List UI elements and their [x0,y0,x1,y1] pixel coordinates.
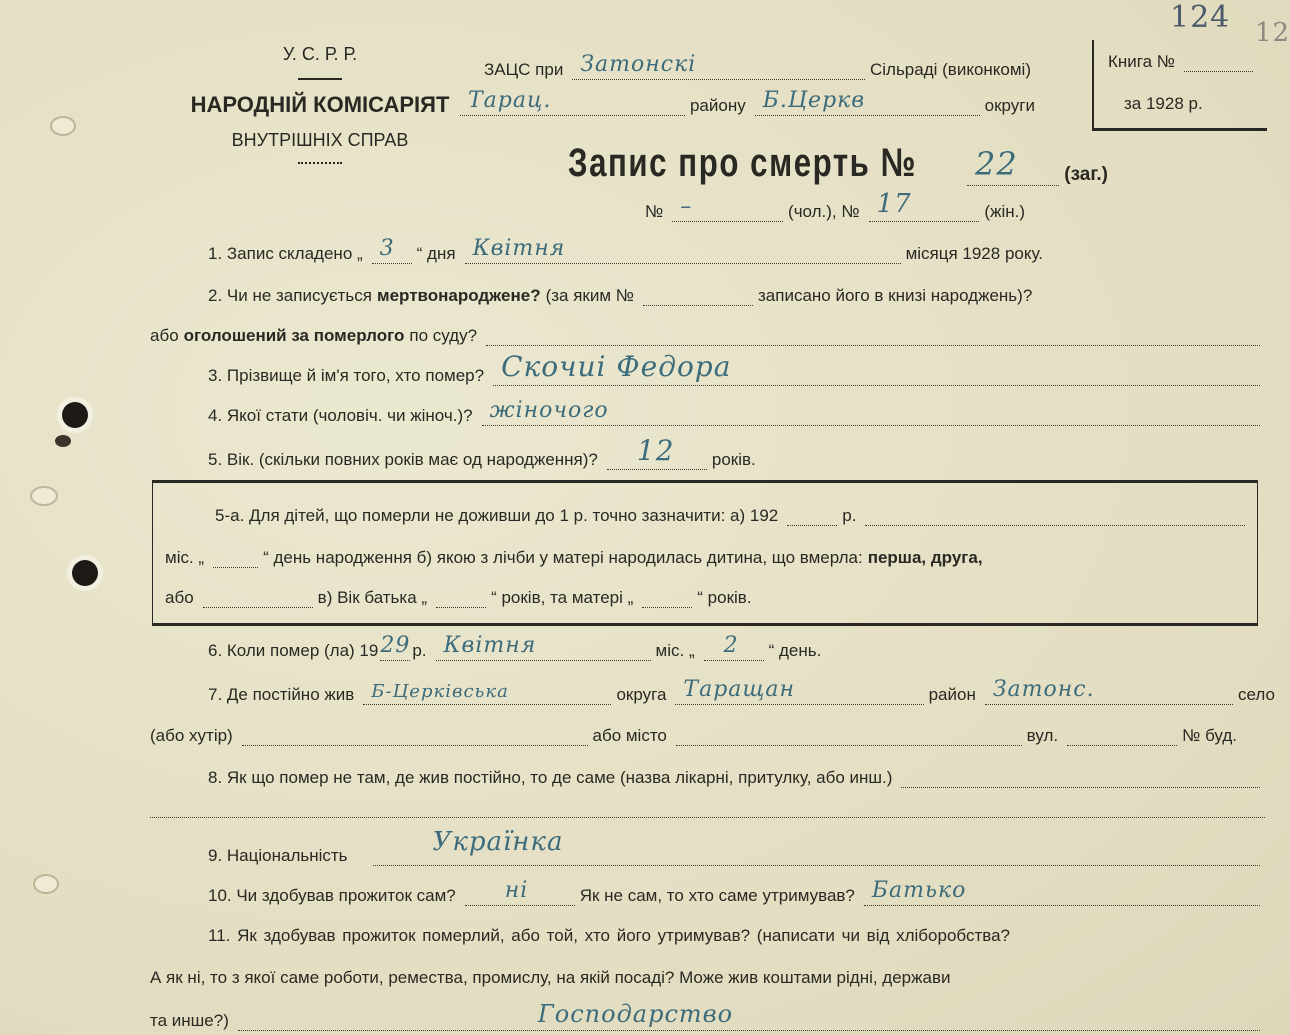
sex-value: жіночого [489,398,609,423]
death-place-field-2[interactable] [150,793,1265,818]
father-age-field[interactable] [436,583,486,608]
birth-order-field[interactable] [203,583,313,608]
self-support-field[interactable] [465,878,575,906]
item-10 [208,880,1265,906]
paper-spot [55,435,71,447]
infant-year-field[interactable] [787,501,837,526]
item-label: 8. Як що помер не там, де жив постійно, то де саме (назва лікарні, притулку, або инш.) [208,768,893,787]
item-label: місяця 1928 року. [905,244,1043,263]
item-3 [208,350,1265,386]
item-label: (за яким № [545,286,634,305]
female-label: (жін.) [984,202,1025,221]
item-label: 4. Якої стати (чоловіч. чи жіноч.)? [208,406,473,425]
paper-spot [52,118,74,134]
item-label: міс. „ [655,641,695,660]
residence-raion-field[interactable] [675,677,923,705]
item-9 [208,827,1265,866]
item-7 [208,679,1280,705]
nationality-field[interactable] [373,827,1260,866]
mother-age-field[interactable] [642,583,692,608]
item-label: район [928,685,976,704]
death-year: 29 [380,633,411,658]
item-label: Як не сам, то хто саме утримував? [579,886,855,905]
item-label: 5-а. Для дітей, що померли не доживши до 1 р. точно зазначити: а) 192 [215,506,779,525]
item-label: записано його в книзі народжень)? [758,286,1033,305]
item-label: № буд. [1182,726,1238,745]
item-5a-line2 [165,542,1250,568]
age-value: 12 [636,434,675,467]
item-8 [208,762,1265,788]
okruha-field[interactable] [755,88,980,116]
infant-month-field[interactable] [213,543,258,568]
item-11-line2: А як ні, то з якої саме роботи, ремества, промислу, на якій посаді? Може жив коштами рідні, держави [150,968,951,987]
self-support-value: ні [504,878,529,903]
death-place-field[interactable] [901,763,1260,788]
zags-prefix: ЗАЦС при [484,60,564,79]
item-6 [208,635,928,661]
day-field[interactable] [372,236,412,264]
month-value: Квітня [472,236,566,261]
archive-number: 124 [1170,0,1231,35]
item-5a [215,500,1250,526]
item-label: 1. Запис складено „ [208,244,363,263]
item-label: 5. Вік. (скільки повних років має од народження)? [208,450,598,469]
item-label: р. [412,641,427,660]
death-year-field[interactable] [380,633,411,661]
book-box [1092,40,1267,131]
street-field[interactable] [1067,721,1177,746]
okruha-value: Б.Церкв [762,88,866,113]
book-year: за 1928 р. [1124,94,1203,113]
supporter-field[interactable] [864,878,1260,906]
item-label-bold: оголошений за померлого [183,326,405,345]
raion-label: району [689,96,746,115]
record-number: 22 [975,145,1018,183]
male-number: – [680,194,693,219]
death-month-field[interactable] [436,633,651,661]
item-label-bold: мертвонароджене? [377,286,541,305]
title-row [568,140,1113,186]
item-8-line2 [150,792,1265,818]
item-label: округа [616,685,667,704]
item-label: 3. Прізвище й ім'я того, хто помер? [208,366,485,385]
item-11-line3 [150,1000,1265,1031]
item-label: років. [711,450,756,469]
item-label: 7. Де постійно жив [208,685,355,704]
village-value: Затонскі [580,52,697,77]
item-label: 6. Коли помер (ла) 19 [208,641,379,660]
hamlet-field[interactable] [242,721,588,746]
court-field[interactable] [486,321,1260,346]
nationality-value: Українка [432,827,564,857]
item-label: (або хутір) [150,726,233,745]
item-label: в) Вік батька „ [317,588,428,607]
archive-number: 12 [1255,18,1290,48]
residence-okruha: Б-Церківська [371,681,509,702]
subnumber-row [645,189,1030,222]
raion-field[interactable] [460,88,685,116]
raion-row [460,90,1040,116]
okruha-label: округи [984,96,1036,115]
residence-village: Затонс. [992,677,1095,702]
divider [298,162,342,164]
female-number: 17 [876,189,912,219]
punch-hole [62,402,88,428]
female-number-field[interactable] [869,189,980,222]
raion-value: Тарац. [468,88,552,113]
item-label: вул. [1026,726,1059,745]
item-label: та инше?) [150,1011,229,1030]
item-label: 2. Чи не записується [208,286,372,305]
month-field[interactable] [465,236,901,264]
birth-number-field[interactable] [643,281,753,306]
item-1 [208,238,1048,264]
age-field[interactable] [607,434,707,470]
item-5a-line3 [165,582,885,608]
residence-village-field[interactable] [985,677,1233,705]
item-label: “ дня [416,244,456,263]
item-label: “ день народження б) якою з лічби у матері народилась дитина, що вмерла: [263,548,863,567]
book-label: Книга № [1108,52,1176,71]
paper-spot [32,488,56,504]
infant-extra-field[interactable] [865,501,1245,526]
divider [298,78,342,80]
item-label: 9. Національність [208,846,348,865]
item-label: 10. Чи здобував прожиток сам? [208,886,456,905]
item-label: р. [842,506,857,525]
number-sign: № [645,202,664,221]
department-label: ВНУТРІШНІХ СПРАВ [231,130,409,150]
male-label: (чол.), № [788,202,860,221]
ussr-label: У. С. Р. Р. [282,44,358,64]
item-label: або місто [592,726,667,745]
death-day-field[interactable] [704,633,764,661]
occupation-field[interactable] [238,1000,1260,1031]
item-label: по суду? [409,326,478,345]
death-month: Квітня [443,633,537,658]
item-label-bold: перша, друга, [867,548,983,567]
name-value: Скочиі Федора [501,350,732,383]
village-suffix: Сільраді (виконкомі) [869,60,1031,79]
item-11: 11. Як здобував прожиток померлий, або той, хто його утримував? (написати чи від хліборобства? [208,926,1010,945]
item-label: або [165,588,194,607]
name-field[interactable] [493,350,1260,386]
paper-spot [35,876,57,892]
commissariat-label: НАРОДНІЙ КОМІСАРІЯТ [190,92,450,117]
death-day: 2 [723,633,739,658]
book-number-field[interactable] [1184,47,1253,72]
item-label: “ років. [697,588,752,607]
residence-raion: Таращан [683,677,796,702]
zags-row [484,54,1036,80]
male-number-field[interactable] [672,194,783,222]
item-5 [208,434,908,470]
day-value: 3 [379,236,395,261]
city-field[interactable] [676,721,1022,746]
item-label: “ років, та матері „ [491,588,634,607]
item-label: міс. „ [165,548,205,567]
record-number-field[interactable] [967,145,1059,186]
sex-field[interactable] [482,398,1260,426]
item-2 [208,280,1268,306]
punch-hole [72,560,98,586]
village-field[interactable] [572,52,865,80]
supporter-value: Батько [871,878,967,903]
item-2-line2 [150,320,1265,346]
page-title: Запис про смерть № [568,141,918,185]
item-label: село [1238,685,1275,704]
item-label: “ день. [768,641,822,660]
occupation-value: Господарство [537,1000,734,1028]
item-4 [208,400,1265,426]
title-suffix: (заг.) [1064,164,1108,185]
item-7-line2 [150,720,1242,746]
item-label: або [150,326,179,345]
residence-okruha-field[interactable] [363,680,611,705]
